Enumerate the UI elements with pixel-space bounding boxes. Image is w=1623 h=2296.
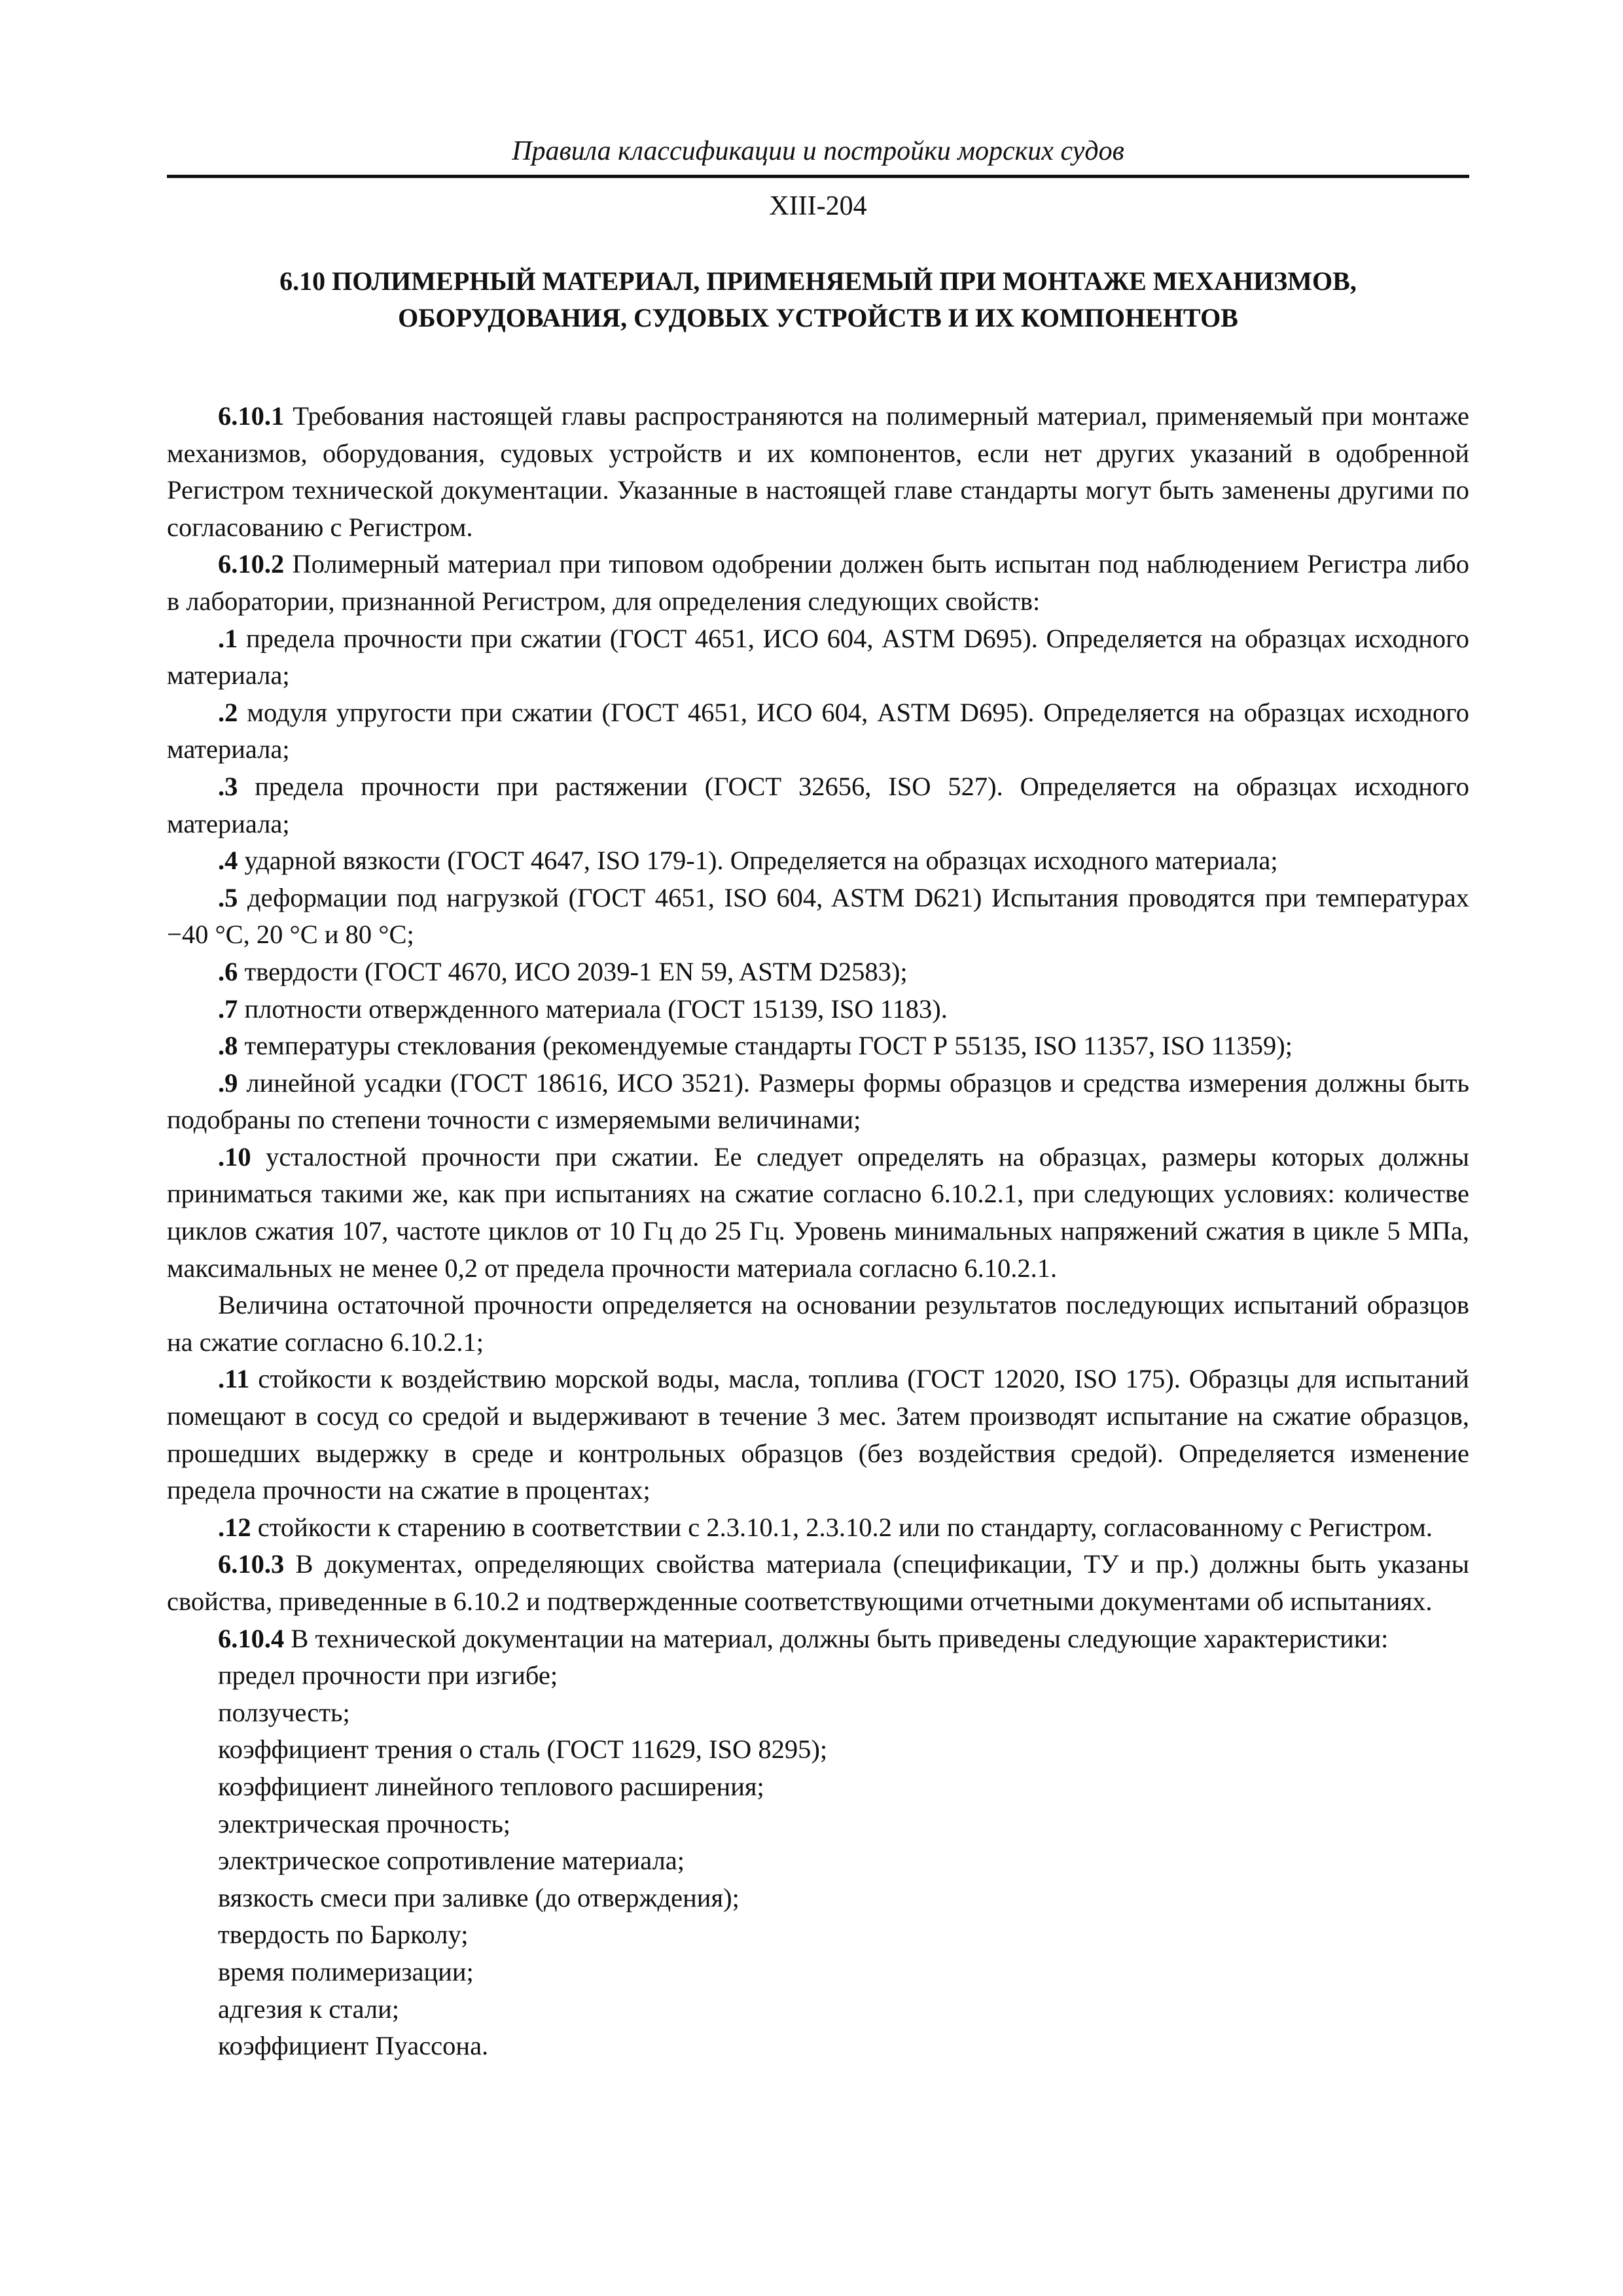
list-item bbox=[167, 954, 1469, 991]
section-title-line-1: 6.10 ПОЛИМЕРНЫЙ МАТЕРИАЛ, ПРИМЕНЯЕМЫЙ ПРИ МОНТАЖЕ МЕХАНИЗМОВ, bbox=[279, 266, 1357, 296]
characteristic-item: коэффициент трения о сталь (ГОСТ 11629, ISO 8295); bbox=[218, 1734, 828, 1765]
paragraph bbox=[167, 546, 1469, 620]
list-item bbox=[167, 1028, 1469, 1065]
item-number: .9 bbox=[218, 1067, 238, 1098]
item-number: .4 bbox=[218, 846, 238, 876]
list-item bbox=[167, 620, 1469, 694]
list-item bbox=[167, 842, 1469, 880]
characteristic-item: вязкость смеси при заливке (до отверждения); bbox=[218, 1882, 740, 1912]
section-title-line-2: ОБОРУДОВАНИЯ, СУДОВЫХ УСТРОЙСТВ И ИХ КОМПОНЕНТОВ bbox=[398, 303, 1238, 332]
characteristic-item: коэффициент Пуассона. bbox=[218, 2031, 489, 2061]
item-text: предела прочности при сжатии (ГОСТ 4651, ИСО 604, ASTM D695). Определяется на образцах исходного материала; bbox=[167, 623, 1469, 691]
item-number: .2 bbox=[218, 697, 238, 727]
item-text: предела прочности при растяжении (ГОСТ 32656, ISO 527). Определяется на образцах исходного материала; bbox=[167, 771, 1469, 838]
body-text bbox=[167, 398, 1469, 2065]
list-item bbox=[167, 1065, 1469, 1139]
running-header: Правила классификации и постройки морских судов bbox=[512, 136, 1124, 166]
characteristic-item: твердость по Барколу; bbox=[218, 1920, 469, 1950]
item-text: плотности отвержденного материала (ГОСТ 15139, ISO 1183). bbox=[238, 994, 948, 1024]
item-number: .5 bbox=[218, 882, 238, 912]
paragraph-text: Полимерный материал при типовом одобрении должен быть испытан под наблюдением Регистра либо в лаборатории, признанной Регистром, для определения следующих свойств: bbox=[167, 549, 1469, 616]
item-number: .3 bbox=[218, 771, 238, 801]
list-item bbox=[167, 1509, 1469, 1547]
list-item bbox=[167, 880, 1469, 954]
characteristic-item: электрическое сопротивление материала; bbox=[218, 1846, 685, 1876]
item-number: .10 bbox=[218, 1141, 251, 1172]
characteristic-item: предел прочности при изгибе; bbox=[218, 1660, 558, 1691]
list-item bbox=[167, 991, 1469, 1028]
item-text: стойкости к воздействию морской воды, масла, топлива (ГОСТ 12020, ISO 175). Образцы для испытаний помещают в сосуд со средой и выдерживают в течение 3 мес. Затем производят испытание на сжатие образцов, прошедших выдержку в среде и контрольных образцов (без воздействия средой). Определяется изменение предела прочности на сжатие в процентах; bbox=[167, 1364, 1469, 1505]
paragraph bbox=[167, 1621, 1469, 1658]
item-number: .6 bbox=[218, 956, 238, 986]
list-item bbox=[167, 1139, 1469, 1287]
characteristic-item: адгезия к стали; bbox=[218, 1994, 399, 2024]
section-title bbox=[167, 263, 1469, 336]
list-item bbox=[167, 768, 1469, 842]
characteristic-item: электрическая прочность; bbox=[218, 1808, 511, 1839]
paragraph-number: 6.10.4 bbox=[218, 1623, 285, 1653]
item-number: .1 bbox=[218, 623, 238, 653]
paragraph bbox=[167, 398, 1469, 546]
paragraph bbox=[167, 1546, 1469, 1620]
item-text: ударной вязкости (ГОСТ 4647, ISO 179-1). Определяется на образцах исходного материала; bbox=[238, 846, 1278, 876]
list-item bbox=[167, 1361, 1469, 1509]
characteristic-item: ползучесть; bbox=[218, 1697, 350, 1727]
paragraph-number: 6.10.2 bbox=[218, 549, 285, 579]
item-number: .11 bbox=[218, 1364, 250, 1394]
list-item bbox=[167, 694, 1469, 768]
item-text: модуля упругости при сжатии (ГОСТ 4651, ИСО 604, ASTM D695). Определяется на образцах исходного материала; bbox=[167, 697, 1469, 764]
paragraph bbox=[167, 1287, 1469, 1361]
paragraph-number: 6.10.3 bbox=[218, 1549, 285, 1579]
item-number: .8 bbox=[218, 1031, 238, 1061]
paragraph-text: Требования настоящей главы распространяются на полимерный материал, применяемый при монтаже механизмов, оборудования, судовых устройств и их компонентов, если нет других указаний в одобренной Регистром технической документации. Указанные в настоящей главе стандарты могут быть заменены другими по согласованию с Регистром. bbox=[167, 401, 1469, 542]
paragraph-text: В документах, определяющих свойства материала (спецификации, ТУ и пр.) должны быть указаны свойства, приведенные в 6.10.2 и подтвержденные соответствующими отчетными документами об испытаниях. bbox=[167, 1549, 1469, 1616]
item-number: .7 bbox=[218, 994, 238, 1024]
page-number: XIII-204 bbox=[769, 191, 867, 221]
item-text: твердости (ГОСТ 4670, ИСО 2039-1 EN 59, ASTM D2583); bbox=[238, 956, 908, 986]
item-text: усталостной прочности при сжатии. Ее следует определять на образцах, размеры которых должны приниматься такими же, как при испытаниях на сжатие согласно 6.10.2.1, при следующих условиях: количестве циклов сжатия 107, частоте циклов от 10 Гц до 25 Гц. Уровень минимальных напряжений сжатия в цикле 5 МПа, максимальных не менее 0,2 от предела прочности материала согласно 6.10.2.1. bbox=[167, 1141, 1469, 1283]
paragraph-text: В технической документации на материал, должны быть приведены следующие характеристики: bbox=[284, 1623, 1389, 1653]
item-text: стойкости к старению в соответствии с 2.3.10.1, 2.3.10.2 или по стандарту, согласованному с Регистром. bbox=[251, 1512, 1433, 1542]
characteristic-item: время полимеризации; bbox=[218, 1956, 474, 1986]
characteristic-item: коэффициент линейного теплового расширения; bbox=[218, 1771, 764, 1801]
paragraph-number: 6.10.1 bbox=[218, 401, 285, 431]
item-number: .12 bbox=[218, 1512, 251, 1542]
paragraph-text: Величина остаточной прочности определяется на основании результатов последующих испытаний образцов на сжатие согласно 6.10.2.1; bbox=[167, 1290, 1469, 1357]
item-text: температуры стеклования (рекомендуемые стандарты ГОСТ Р 55135, ISO 11357, ISO 11359); bbox=[238, 1031, 1293, 1061]
item-text: деформации под нагрузкой (ГОСТ 4651, ISO 604, ASTM D621) Испытания проводятся при температурах −40 °С, 20 °С и 80 °С; bbox=[167, 882, 1469, 950]
item-text: линейной усадки (ГОСТ 18616, ИСО 3521). Размеры формы образцов и средства измерения должны быть подобраны по степени точности с измеряемыми величинами; bbox=[167, 1067, 1469, 1135]
header-rule bbox=[167, 175, 1469, 178]
